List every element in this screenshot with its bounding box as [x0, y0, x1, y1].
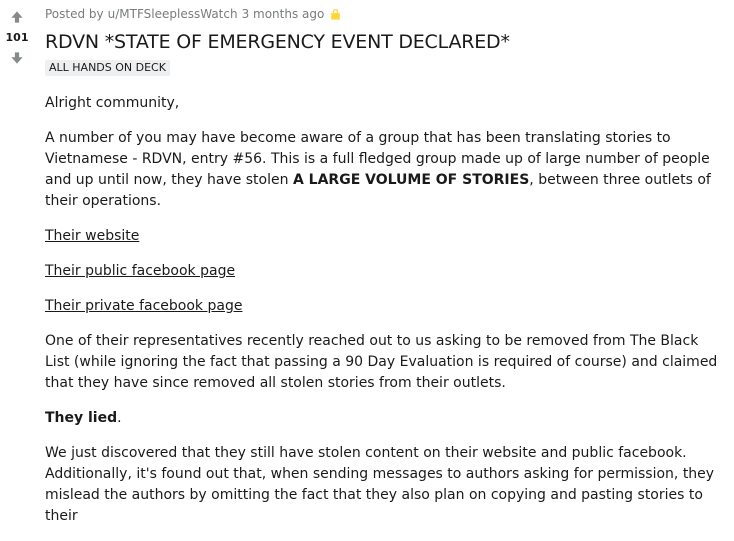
website-link[interactable]: Their website: [45, 228, 140, 244]
greeting-paragraph: Alright community,: [45, 95, 180, 111]
vote-column: [0, 0, 34, 70]
representative-paragraph: One of their representatives recently reached out to us asking to be removed from The Black List (while ignoring the fact that passing a 90 Day Evaluation is required of course) and claimed that they have since removed all stolen stories from their outlets.: [45, 333, 718, 391]
intro-text: A number of you may have become aware of a group that has been translating stories to Vietnamese - RDVN, entry #56. This is a full fledged group made up of large number of people and up until now, they have stolen: [45, 130, 710, 188]
arrow-down-icon: [10, 51, 24, 65]
lied-bold: They lied: [45, 410, 118, 426]
downvote-button[interactable]: [5, 46, 29, 70]
private-facebook-link[interactable]: Their private facebook page: [45, 298, 243, 314]
lock-icon: [330, 8, 341, 20]
meta-prefix: Posted by: [45, 7, 104, 21]
post-meta: [45, 6, 725, 22]
arrow-up-icon: [10, 10, 24, 24]
post-title[interactable]: RDVN *STATE OF EMERGENCY EVENT DECLARED*: [45, 31, 510, 53]
discovery-paragraph: We just discovered that they still have stolen content on their website and public facebook. Additionally, it's found out that, when sending messages to authors asking for permission, they mislead the authors by omitting the fact that they also plan on copying and pasting stories to their: [45, 445, 715, 524]
link-paragraph-private-fb: [45, 296, 725, 317]
lied-paragraph: [45, 408, 725, 429]
post-time[interactable]: 3 months ago: [241, 7, 325, 21]
author-link[interactable]: u/MTFSleeplessWatch: [107, 7, 238, 21]
intro-bold: A LARGE VOLUME OF STORIES: [292, 172, 530, 188]
post-body: [45, 93, 725, 527]
vote-score: 101: [5, 31, 29, 44]
link-paragraph-public-fb: [45, 261, 725, 282]
upvote-button[interactable]: [5, 5, 29, 29]
post-content: [45, 0, 725, 541]
lied-end: .: [117, 410, 122, 426]
intro-end: , between three outlets of their operations.: [45, 172, 711, 209]
post-flair[interactable]: ALL HANDS ON DECK: [45, 60, 170, 76]
intro-paragraph: [45, 128, 725, 212]
public-facebook-link[interactable]: Their public facebook page: [45, 263, 236, 279]
link-paragraph-website: [45, 226, 725, 247]
